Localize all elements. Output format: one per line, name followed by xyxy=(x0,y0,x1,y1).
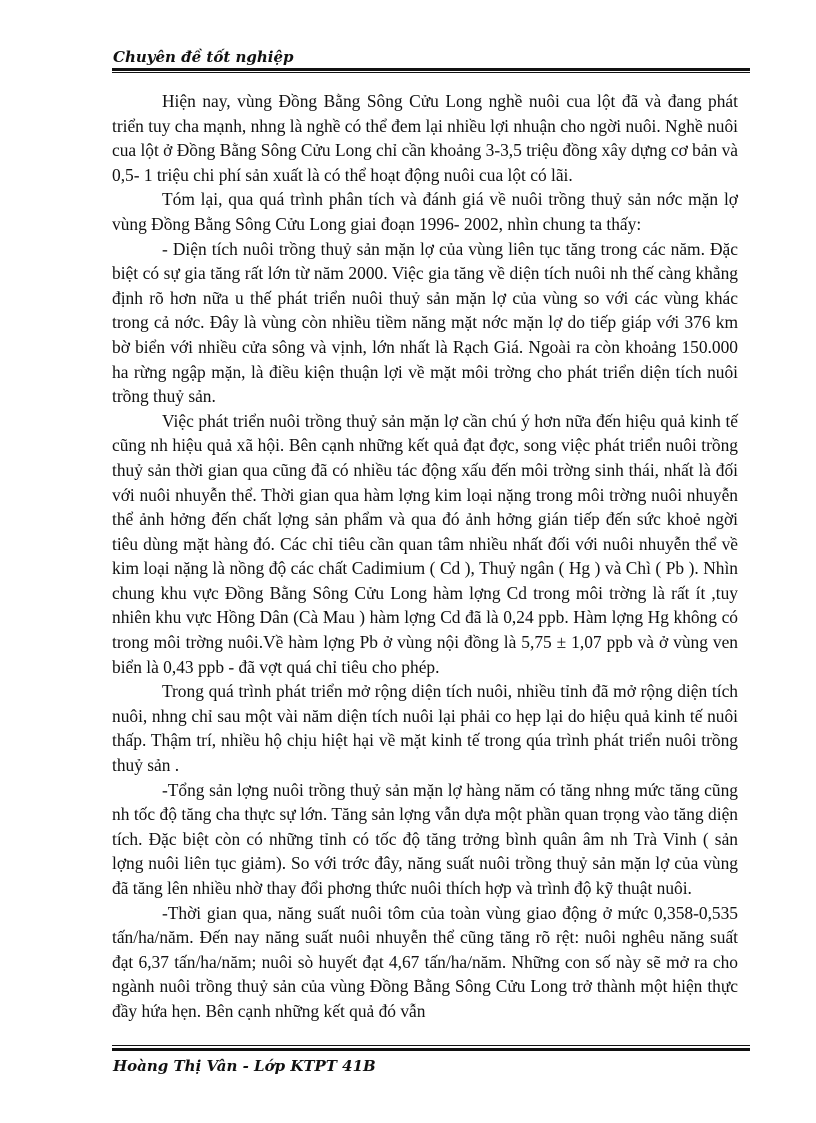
paragraph: Việc phát triển nuôi trồng thuỷ sản mặn lợ cần chú ý hơn nữa đến hiệu quả kinh tế cũng nh hiệu quả xã hội. Bên cạnh những kết quả đạt đợc, song việc phát triển nuôi trồng thuỷ sản thời gian qua cũng đã có nhiều tác động xấu đến môi trờng sinh thái, nhất là đối với nuôi nhuyễn thể. Thời gian qua hàm lợng kim loại nặng trong môi trờng nuôi nhuyễn thể ảnh hởng đến chất lợng sản phẩm và qua đó ảnh hởng gián tiếp đến sức khoẻ ngời tiêu dùng mặt hàng đó. Các chỉ tiêu cần quan tâm nhiều nhất đối với nuôi nhuyễn thể về kim loại nặng là nồng độ các chất Cadimium ( Cd ), Thuỷ ngân ( Hg ) và Chì ( Pb ). Nhìn chung khu vực Đồng Bằng Sông Cửu Long hàm lợng Cd trong môi trờng là rất ít ,tuy nhiên khu vực Hồng Dân (Cà Mau ) hàm lợng Cd đã là 0,24 ppb. Hàm lợng Hg không có trong môi trờng nuôi.Về hàm lợng Pb ở vùng nội đồng là 5,75 ± 1,07 ppb và ở vùng ven biển là 0,43 ppb - đã vợt quá chỉ tiêu cho phép. xyxy=(112,410,738,677)
page-footer-author: Hoàng Thị Vân - Lớp KTPT 41B xyxy=(113,1057,376,1075)
document-body xyxy=(112,89,738,1024)
footer-rule-thin xyxy=(112,1045,750,1046)
paragraph: Trong quá trình phát triển mở rộng diện tích nuôi, nhiều tỉnh đã mở rộng diện tích nuôi, nhng chỉ sau một vài năm diện tích nuôi lại phải co hẹp lại do hiệu quả kinh tế nuôi thấp. Thậm trí, nhiều hộ chịu hiệt hại về mặt kinh tế trong qúa trình phát triển nuôi trồng thuỷ sản . xyxy=(112,681,738,776)
paragraph: Hiện nay, vùng Đồng Bằng Sông Cửu Long nghề nuôi cua lột đã và đang phát triển tuy cha mạnh, nhng là nghề có thể đem lại nhiều lợi nhuận cho ngời nuôi. Nghề nuôi cua lột ở Đồng Bằng Sông Cửu Long chỉ cần khoảng 3-3,5 triệu đồng xây dựng cơ bản và 0,5- 1 triệu chi phí sản xuất là có thể hoạt động nuôi cua lột có lãi. xyxy=(112,91,738,185)
paragraph: -Tổng sản lợng nuôi trồng thuỷ sản mặn lợ hàng năm có tăng nhng mức tăng cũng nh tốc độ tăng cha thực sự lớn. Tăng sản lợng vẫn dựa một phần quan trọng vào tăng diện tích. Đặc biệt còn có những tỉnh có tốc độ tăng trởng bình quân âm nh Trà Vinh ( sản lợng nuôi liên tục giảm). So với trớc đây, năng suất nuôi trồng thuỷ sản mặn lợ của vùng đã tăng lên nhiều nhờ thay đổi phơng thức nuôi thích hợp và trình độ kỹ thuật nuôi. xyxy=(112,779,738,898)
paragraph: -Thời gian qua, năng suất nuôi tôm của toàn vùng giao động ở mức 0,358-0,535 tấn/ha/năm. Đến nay năng suất nuôi nhuyễn thể cũng tăng rõ rệt: nuôi nghêu năng suất đạt 6,37 tấn/ha/năm; nuôi sò huyết đạt 4,67 tấn/ha/năm. Những con số này sẽ mở ra cho ngành nuôi trồng thuỷ sản của vùng Đồng Bằng Sông Cửu Long trở thành một hiện thực đầy hứa hẹn. Bên cạnh những kết quả đó vẫn xyxy=(112,902,738,1021)
paragraph: Tóm lại, qua quá trình phân tích và đánh giá về nuôi trồng thuỷ sản nớc mặn lợ vùng Đồng Bằng Sông Cửu Long giai đoạn 1996- 2002, nhìn chung ta thấy: xyxy=(112,189,738,234)
paragraph: - Diện tích nuôi trồng thuỷ sản mặn lợ của vùng liên tục tăng trong các năm. Đặc biệt có sự gia tăng rất lớn từ năm 2000. Việc gia tăng về diện tích nuôi nh thế càng khẳng định rõ hơn nữa u thế phát triển nuôi thuỷ sản mặn lợ của vùng so với các vùng khác trong cả nớc. Đây là vùng còn nhiều tiềm năng mặt nớc mặn lợ do tiếp giáp với 376 km bờ biển với nhiều cửa sông và vịnh, lớn nhất là Rạch Giá. Ngoài ra còn khoảng 150.000 ha rừng ngập mặn, là điều kiện thuận lợi về mặt môi trờng cho phát triển diện tích nuôi trồng thuỷ sản. xyxy=(112,238,738,407)
header-rule-thin xyxy=(112,72,750,73)
page-header-title: Chuyên đề tốt nghiệp xyxy=(113,48,294,66)
header-rule-thick xyxy=(112,68,750,71)
footer-rule-thick xyxy=(112,1048,750,1051)
